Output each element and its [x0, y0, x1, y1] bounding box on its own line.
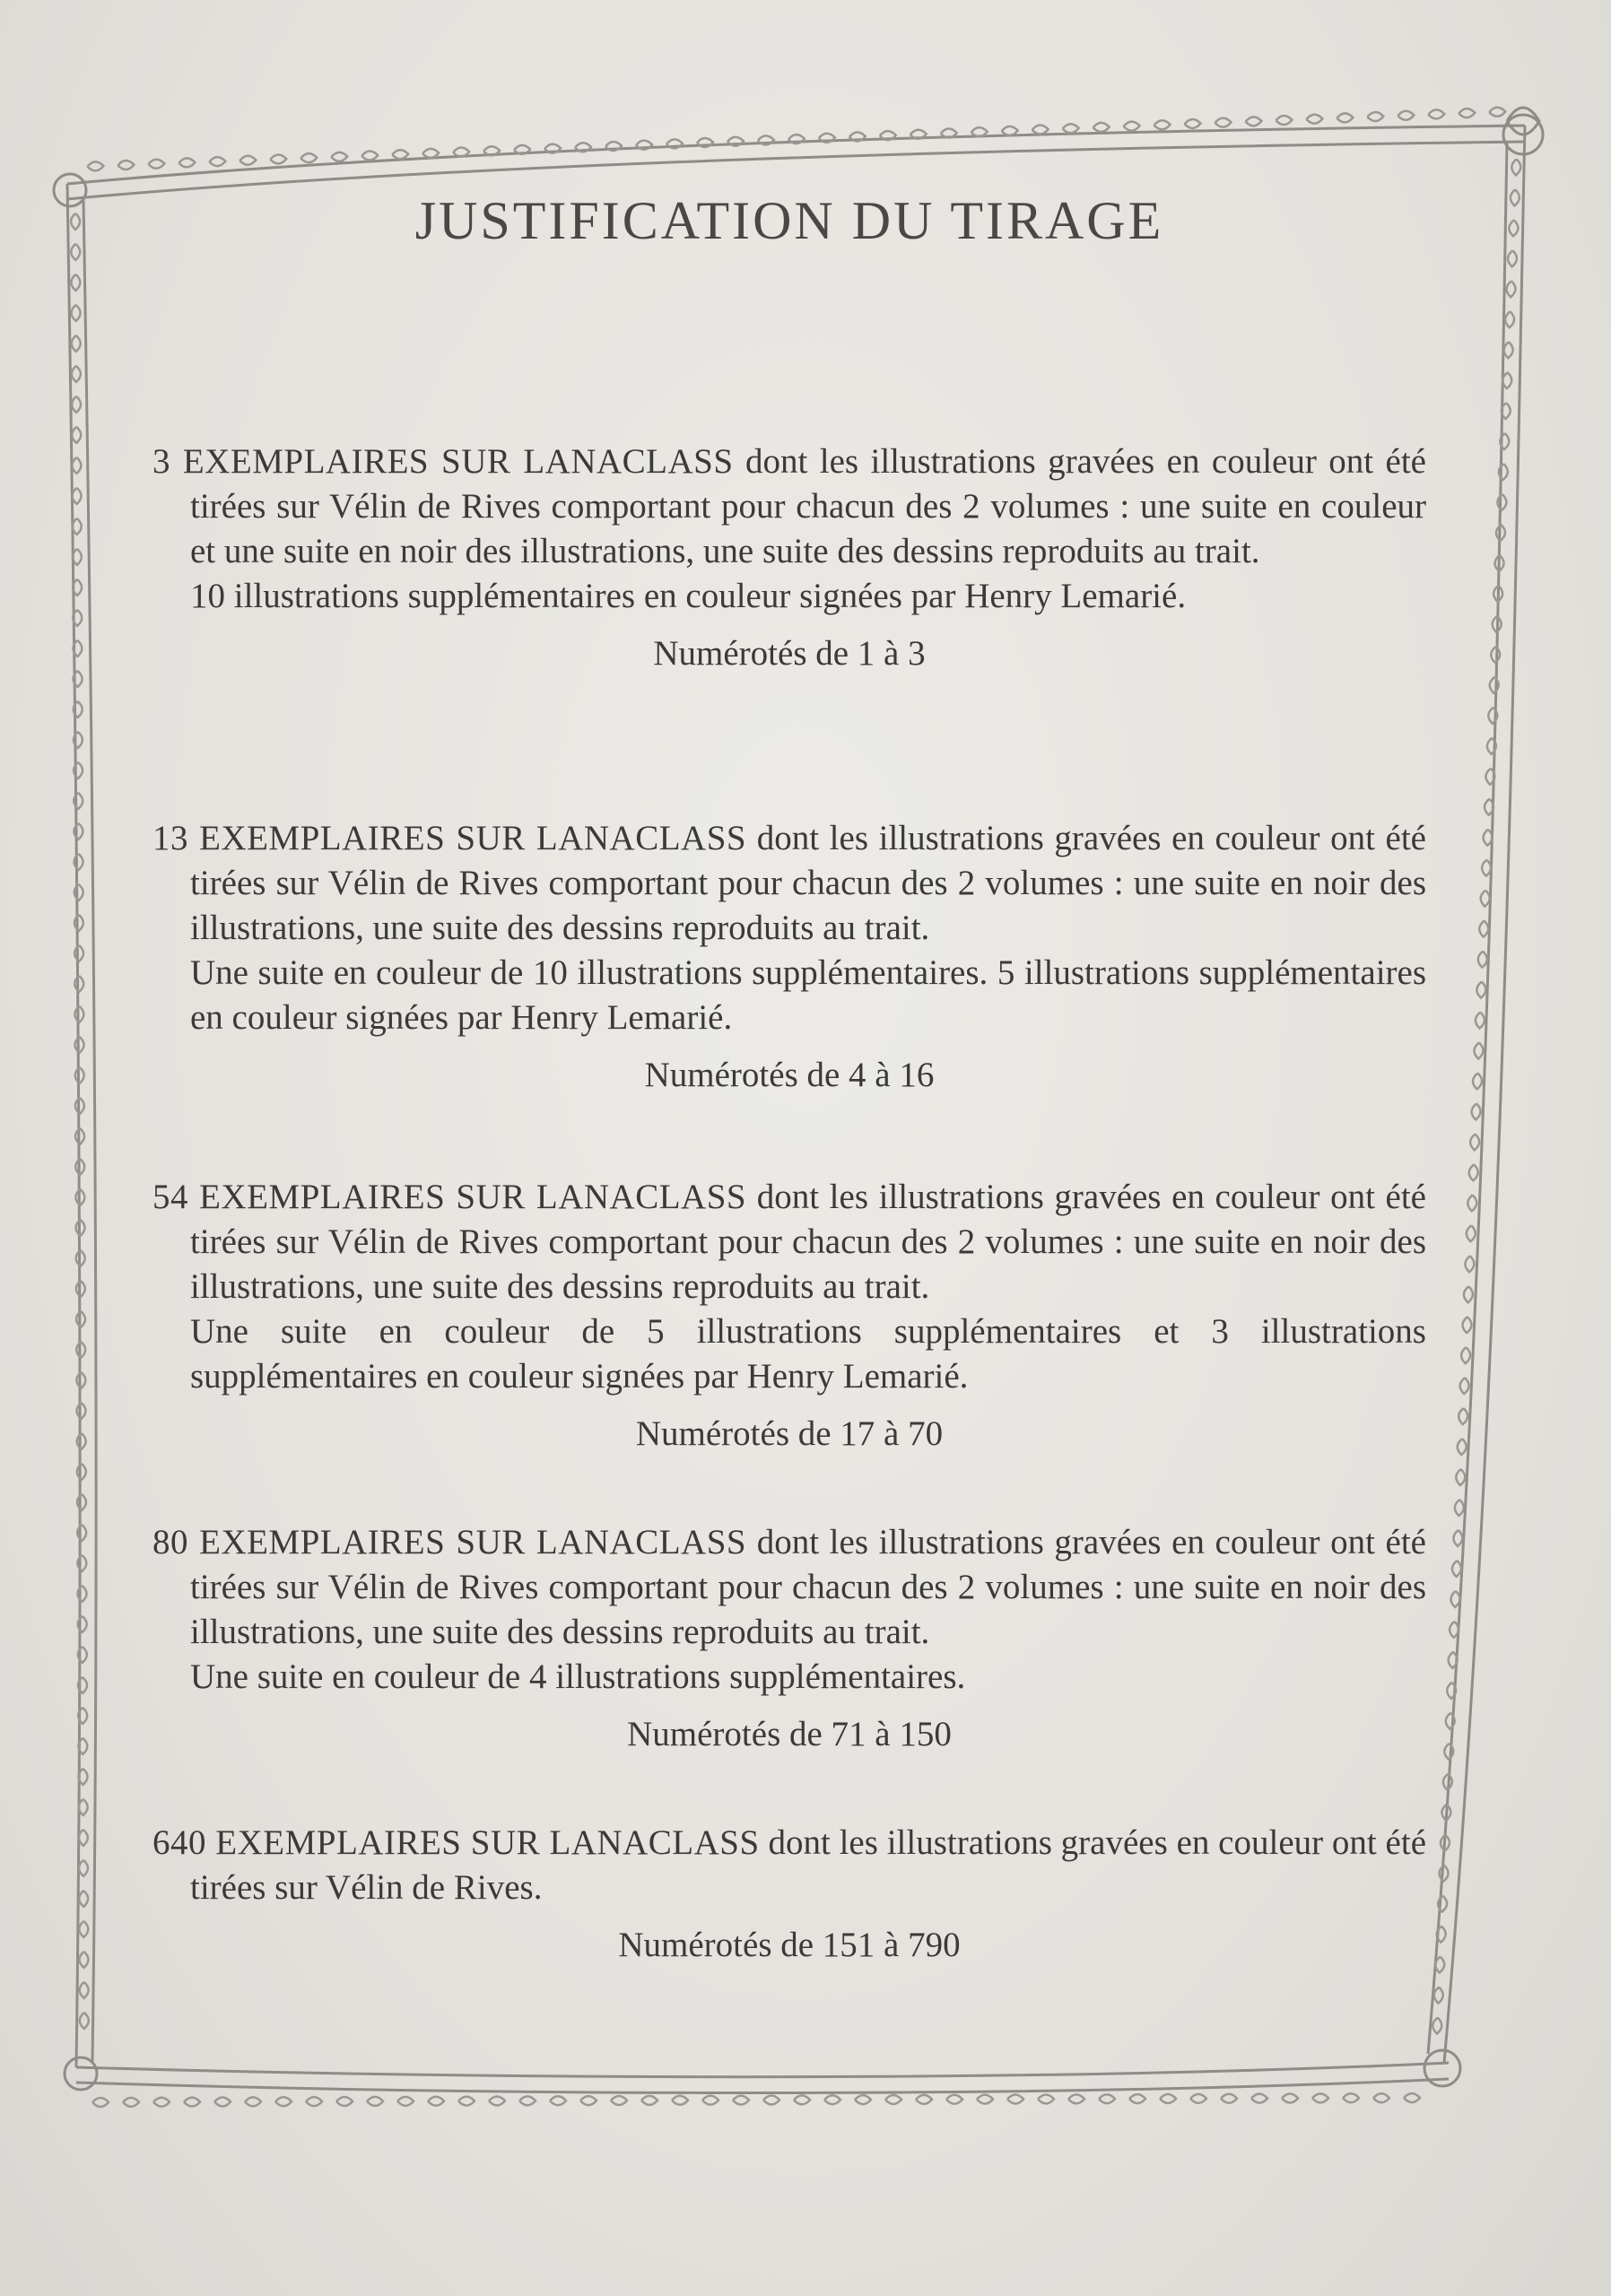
garland-leaf	[123, 2098, 139, 2107]
garland-leaf	[1497, 494, 1506, 510]
garland-leaf	[1373, 2093, 1389, 2102]
garland-leaf	[148, 160, 164, 169]
garland-leaf	[1505, 311, 1514, 327]
garland-leaf	[1511, 159, 1520, 175]
garland-leaf	[153, 2098, 170, 2107]
garland-leaf	[1032, 126, 1049, 135]
garland-leaf	[885, 2095, 901, 2104]
edition-description	[152, 1520, 1426, 1655]
edition-count: 54 EXEMPLAIRES SUR LANACLASS	[152, 1178, 747, 1216]
garland-leaf	[1482, 860, 1491, 876]
garland-leaf	[1343, 2093, 1359, 2102]
garland-leaf	[77, 1403, 86, 1419]
garland-leaf	[71, 244, 80, 260]
garland-leaf	[1476, 982, 1485, 998]
garland-leaf	[209, 157, 225, 166]
edition-description	[152, 439, 1426, 574]
edition-text: dont les illustrations gravées en couleur ont été tirées sur Vélin de Rives comportant pour chacun des 2 volumes : une suite en noir des illustrations, une suite des dessins reproduits au trait.	[190, 819, 1426, 947]
garland-leaf	[214, 2097, 231, 2106]
edition-numbering: Numérotés de 4 à 16	[644, 1056, 935, 1094]
garland-leaf	[519, 2096, 536, 2105]
garland-leaf	[72, 457, 81, 474]
garland-leaf	[275, 2097, 292, 2106]
garland-leaf	[1154, 120, 1171, 129]
garland-leaf	[79, 1952, 88, 1968]
page-title: JUSTIFICATION DU TIRAGE	[414, 191, 1164, 250]
garland-leaf	[300, 153, 317, 162]
edition-description	[152, 1821, 1426, 1910]
edition-section-2	[152, 816, 1426, 1098]
garland-leaf	[1432, 2018, 1441, 2034]
garland-leaf	[79, 1830, 88, 1846]
garland-leaf	[1479, 921, 1488, 937]
garland-leaf	[855, 2095, 871, 2104]
edition-count: 13 EXEMPLAIRES SUR LANACLASS	[152, 819, 747, 857]
garland-leaf	[1460, 1378, 1469, 1394]
garland-leaf	[580, 2096, 597, 2105]
garland-leaf	[1473, 1073, 1482, 1089]
garland-leaf	[392, 150, 408, 159]
edition-extras: Une suite en couleur de 10 illustrations supplémentaires. 5 illustrations supplémentaires en couleur signées par Henry Lemarié.	[190, 953, 1426, 1037]
edition-section-4	[152, 1520, 1426, 1757]
edition-numbering: Numérotés de 1 à 3	[653, 634, 926, 673]
garland-leaf	[74, 1006, 83, 1022]
edition-extras: Une suite en couleur de 4 illustrations supplémentaires.	[190, 1657, 966, 1696]
garland-leaf	[1124, 122, 1140, 131]
garland-leaf	[611, 2096, 627, 2105]
garland-leaf	[79, 1860, 88, 1876]
garland-leaf	[87, 161, 103, 170]
garland-leaf	[72, 305, 81, 321]
garland-leaf	[641, 2096, 657, 2105]
garland-leaf	[794, 2095, 810, 2104]
garland-leaf	[72, 335, 81, 352]
garland-leaf	[1068, 2094, 1084, 2103]
garland-leaf	[1467, 1195, 1476, 1211]
garland-leaf	[1367, 112, 1383, 121]
garland-leaf	[946, 2095, 962, 2104]
garland-leaf	[1398, 111, 1414, 120]
garland-leaf	[336, 2097, 353, 2106]
edition-section-5	[152, 1821, 1426, 1968]
garland-leaf	[367, 2097, 383, 2106]
edition-numbering: Numérotés de 71 à 150	[627, 1715, 952, 1753]
garland-leaf	[72, 427, 81, 443]
garland-leaf	[1007, 2095, 1023, 2104]
garland-leaf	[184, 2098, 200, 2107]
edition-text: dont les illustrations gravées en couleur ont été tirées sur Vélin de Rives.	[190, 1823, 1427, 1907]
garland-leaf	[824, 2095, 840, 2104]
garland-leaf	[270, 154, 286, 163]
garland-leaf	[71, 213, 80, 230]
garland-leaf	[1467, 1225, 1476, 1241]
garland-leaf	[1509, 220, 1518, 236]
garland-leaf	[1312, 2093, 1328, 2102]
garland-leaf	[118, 161, 134, 170]
garland-leaf	[1472, 1103, 1481, 1119]
garland-leaf	[1276, 116, 1292, 125]
garland-leaf	[331, 152, 347, 161]
garland-leaf	[79, 1921, 88, 1937]
garland-leaf	[1476, 1013, 1485, 1029]
edition-numbering: Numérotés de 151 à 790	[618, 1926, 961, 1964]
garland-leaf	[1456, 1469, 1465, 1485]
edition-extras: Une suite en couleur de 5 illustrations supplémentaires et 3 illustrations supplémentaires en couleur signées par Henry Lemarié.	[190, 1312, 1426, 1396]
garland-leaf	[245, 2097, 261, 2106]
garland-leaf	[1215, 118, 1232, 127]
garland-leaf	[1465, 1256, 1474, 1272]
garland-leaf	[1458, 1439, 1467, 1455]
edition-text: dont les illustrations gravées en couleur ont été tirées sur Vélin de Rives comportant pour chacun des 2 volumes : une suite en noir des illustrations, une suite des dessins reproduits au trait.	[190, 1178, 1426, 1306]
garland-leaf	[916, 2095, 932, 2104]
garland-leaf	[306, 2097, 322, 2106]
garland-leaf	[702, 2096, 718, 2105]
edition-section-1	[152, 439, 1426, 676]
garland-leaf	[1462, 1317, 1471, 1333]
garland-leaf	[1221, 2094, 1237, 2103]
garland-leaf	[179, 158, 195, 167]
garland-leaf	[1474, 1043, 1483, 1059]
edition-section-3	[152, 1175, 1426, 1457]
edition-count: 640 EXEMPLAIRES SUR LANACLASS	[152, 1823, 760, 1862]
edition-count: 3 EXEMPLAIRES SUR LANACLASS	[152, 442, 734, 481]
edition-description	[152, 816, 1426, 951]
garland-leaf	[361, 152, 378, 161]
garland-leaf	[1038, 2094, 1054, 2103]
garland-leaf	[1306, 115, 1322, 124]
garland-leaf	[1434, 1987, 1443, 2004]
garland-leaf	[77, 1433, 86, 1449]
edition-description	[152, 1175, 1426, 1309]
garland-leaf	[72, 366, 81, 382]
garland-leaf	[1282, 2094, 1298, 2103]
garland-leaf	[1451, 1591, 1460, 1607]
garland-leaf	[1093, 123, 1110, 132]
garland-leaf	[79, 1891, 88, 1907]
garland-leaf	[239, 156, 256, 165]
garland-leaf	[1459, 109, 1475, 117]
garland-leaf	[1511, 189, 1520, 205]
garland-leaf	[489, 2096, 505, 2105]
garland-leaf	[80, 1982, 89, 1998]
garland-leaf	[977, 2095, 993, 2104]
garland-leaf	[1455, 1500, 1464, 1516]
garland-leaf	[74, 915, 83, 931]
garland-leaf	[672, 2096, 688, 2105]
garland-leaf	[1461, 1347, 1470, 1363]
garland-leaf	[1470, 1134, 1479, 1150]
garland-leaf	[1453, 1530, 1462, 1546]
garland-leaf	[1251, 2094, 1267, 2103]
edition-text: dont les illustrations gravées en couleur ont été tirées sur Vélin de Rives comportant pour chacun des 2 volumes : une suite en couleur et une suite en noir des illustrations, une suite des dessins reproduits au trait.	[190, 442, 1426, 570]
garland-leaf	[74, 945, 83, 961]
garland-leaf	[77, 1494, 86, 1510]
garland-leaf	[73, 488, 82, 504]
garland-leaf	[1507, 281, 1516, 297]
garland-leaf	[1508, 250, 1517, 266]
garland-leaf	[1504, 342, 1513, 358]
garland-leaf	[1063, 124, 1079, 133]
garland-leaf	[1459, 1408, 1467, 1424]
garland-leaf	[1404, 2093, 1420, 2102]
garland-leaf	[1002, 126, 1018, 135]
edition-count: 80 EXEMPLAIRES SUR LANACLASS	[152, 1523, 747, 1561]
garland-leaf	[397, 2097, 414, 2106]
garland-leaf	[763, 2095, 779, 2104]
garland-leaf	[77, 1464, 86, 1480]
garland-leaf	[1489, 108, 1505, 117]
garland-leaf	[1478, 952, 1487, 968]
garland-leaf	[428, 2097, 444, 2106]
garland-leaf	[1160, 2094, 1176, 2103]
garland-leaf	[1464, 1286, 1473, 1302]
edition-numbering: Numérotés de 17 à 70	[635, 1414, 944, 1453]
edition-extras: 10 illustrations supplémentaires en couleur signées par Henry Lemarié.	[190, 577, 1187, 615]
garland-leaf	[1337, 113, 1353, 122]
garland-leaf	[1190, 2094, 1206, 2103]
garland-leaf	[458, 2097, 475, 2106]
garland-leaf	[422, 149, 439, 158]
garland-leaf	[72, 396, 81, 413]
garland-leaf	[1185, 119, 1201, 128]
garland-leaf	[92, 2098, 109, 2107]
garland-leaf	[1481, 891, 1490, 907]
garland-leaf	[1428, 109, 1444, 118]
garland-leaf	[74, 976, 83, 992]
garland-leaf	[1245, 117, 1261, 126]
garland-leaf	[71, 274, 80, 291]
garland-leaf	[550, 2096, 566, 2105]
garland-leaf	[733, 2096, 749, 2105]
garland-leaf	[1469, 1164, 1478, 1180]
garland-leaf	[1099, 2094, 1115, 2103]
garland-leaf	[1452, 1561, 1461, 1577]
edition-text: dont les illustrations gravées en couleur ont été tirées sur Vélin de Rives comportant pour chacun des 2 volumes : une suite en noir des illustrations, une suite des dessins reproduits au trait.	[190, 1523, 1426, 1651]
garland-leaf	[1129, 2094, 1145, 2103]
garland-leaf	[80, 2013, 89, 2029]
